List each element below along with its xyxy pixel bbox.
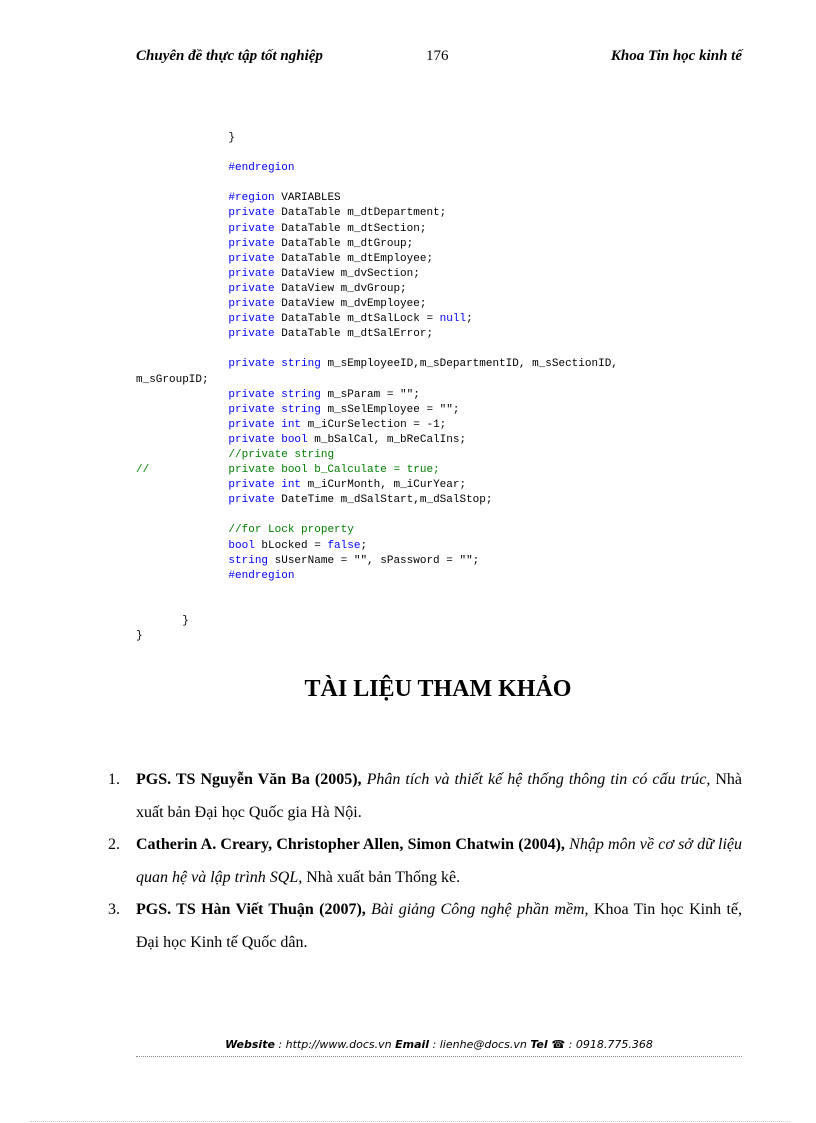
code-keyword: #region [228,192,275,205]
code-keyword: private [228,252,275,265]
code-listing [136,131,756,644]
code-text: ; [466,313,473,326]
code-line [136,297,756,312]
code-keyword: private [228,298,275,311]
code-indent [136,358,228,370]
code-line [136,373,756,388]
code-keyword: #endregion [228,162,295,175]
code-indent [136,449,228,461]
code-text: DataView m_dvEmployee; [274,298,427,311]
code-keyword: private bool [228,433,308,446]
reference-authors: PGS. TS Hàn Viết Thuận (2007), [136,901,366,918]
code-keyword: private [228,222,275,235]
code-line [136,539,756,554]
reference-publisher: Khoa Tin học Kinh tế, Đại học Kinh tế Quốc dân. [136,901,742,951]
code-line [136,493,756,508]
code-line [136,176,756,191]
code-text: } [136,630,143,643]
code-line [136,629,756,644]
reference-number: 1. [108,771,120,788]
code-line [136,388,756,403]
code-line [136,146,756,161]
code-keyword: private [228,313,275,326]
code-keyword: private [228,494,275,507]
code-keyword: private [228,237,275,250]
code-indent [136,555,228,567]
code-indent [136,434,228,446]
reference-item [108,829,742,894]
footer-divider [136,1056,742,1057]
code-keyword: null [439,313,467,326]
reference-list [108,764,742,959]
code-text: DataView m_dvSection; [274,267,420,280]
code-line [136,131,756,146]
code-line [136,206,756,221]
code-line [136,191,756,206]
reference-item [108,764,742,829]
code-text: bLocked = [254,539,328,552]
code-indent [136,298,228,310]
reference-number: 3. [108,901,120,918]
code-line [136,508,756,523]
code-line [136,599,756,614]
code-text: DataView m_dvGroup; [274,282,407,295]
page-header [136,48,742,70]
code-keyword: string [228,554,269,567]
code-line [136,267,756,282]
page-bottom-divider [30,1121,790,1122]
reference-authors: PGS. TS Nguyễn Văn Ba (2005), [136,771,362,788]
code-line [136,463,756,478]
code-text: DataTable m_dtGroup; [274,237,414,250]
code-line [136,342,756,357]
code-line [136,403,756,418]
code-keyword: private [228,207,275,220]
code-text: DataTable m_dtEmployee; [274,252,434,265]
reference-item [108,894,742,959]
code-indent [136,313,228,325]
code-text: m_sGroupID; [136,373,209,386]
code-line [136,554,756,569]
code-indent [136,404,228,416]
code-comment: //for Lock property [228,524,354,537]
code-indent [136,268,228,280]
code-indent [136,253,228,265]
code-text: m_iCurSelection = -1; [301,418,447,431]
code-text: DataTable m_dtSection; [274,222,427,235]
header-document-title: Chuyên đề thực tập tốt nghiệp [136,48,323,64]
code-line [136,282,756,297]
footer-tel-label: Tel ☎ [530,1038,566,1051]
footer-website-label: Website [225,1038,275,1051]
page-footer [136,1038,742,1051]
code-indent [136,570,228,582]
reference-authors: Catherin A. Creary, Christopher Allen, Simon Chatwin (2004), [136,836,565,853]
reference-publisher: Nhà xuất bản Đại học Quốc gia Hà Nội. [136,771,743,821]
code-text: m_sParam = ""; [320,388,420,401]
code-line [136,312,756,327]
code-keyword: private int [228,479,302,492]
footer-email-label: Email [395,1038,430,1051]
code-line [136,237,756,252]
code-line [136,614,756,629]
code-line [136,569,756,584]
code-indent [136,238,228,250]
references-title: TÀI LIỆU THAM KHẢO [304,676,572,702]
code-text: DataTable m_dtSalError; [274,328,434,341]
code-line [136,433,756,448]
code-keyword: private string [228,403,321,416]
reference-publisher: Nhà xuất bản Thống kê. [302,868,461,886]
code-indent [136,524,228,536]
code-keyword: false [327,539,361,552]
code-line [136,418,756,433]
code-text: DataTable m_dtSalLock = [274,313,440,326]
code-line [136,357,756,372]
code-keyword: bool [228,539,255,552]
code-indent [136,389,228,401]
code-line [136,478,756,493]
reference-title: Nhập môn về cơ sở dữ liệu quan hệ và lập trình SQL, [136,836,743,886]
code-indent [136,192,228,204]
code-keyword: private int [228,418,302,431]
reference-title: Phân tích và thiết kế hệ thống thông tin có cấu trúc, [361,771,711,788]
code-text: VARIABLES [274,192,341,205]
code-text: m_bSalCal, m_bReCalIns; [307,433,467,446]
reference-number: 2. [108,836,120,853]
code-indent [136,283,228,295]
code-indent [136,479,228,491]
code-line [136,327,756,342]
footer-tel: : 0918.775.368 [565,1038,653,1051]
code-indent [136,223,228,235]
code-indent [136,162,228,174]
reference-title: Bài giảng Công nghệ phần mềm, [365,901,589,918]
footer-website: : http://www.docs.vn [274,1038,396,1051]
code-indent [136,328,228,340]
code-comment: //private string [228,448,335,461]
footer-email: : lienhe@docs.vn [429,1038,531,1051]
code-indent [136,540,228,552]
code-indent [136,615,182,627]
code-comment: // private bool b_Calculate = true; [136,464,440,477]
code-line [136,161,756,176]
code-keyword: private [228,267,275,280]
code-keyword: private [228,328,275,341]
code-text: m_iCurMonth, m_iCurYear; [301,479,467,492]
code-indent [136,494,228,506]
code-line [136,584,756,599]
code-keyword: private string [228,358,321,371]
code-indent [136,132,228,144]
code-keyword: #endregion [228,569,295,582]
code-line [136,222,756,237]
code-text: m_sEmployeeID,m_sDepartmentID, m_sSectionID, [320,358,618,371]
code-indent [136,207,228,219]
code-text: } [228,132,236,144]
code-text: m_sSelEmployee = ""; [320,403,460,416]
code-indent [136,419,228,431]
header-faculty: Khoa Tin học kinh tế [610,48,742,64]
code-keyword: private string [228,388,321,401]
code-line [136,523,756,538]
header-page-number: 176 [426,48,449,64]
code-text: sUserName = "", sPassword = ""; [268,554,480,567]
code-line [136,252,756,267]
code-text: DataTable m_dtDepartment; [274,207,447,220]
code-keyword: private [228,282,275,295]
code-text: ; [360,539,368,552]
code-text: DateTime m_dSalStart,m_dSalStop; [274,494,493,507]
code-line [136,448,756,463]
code-text: } [182,615,189,627]
